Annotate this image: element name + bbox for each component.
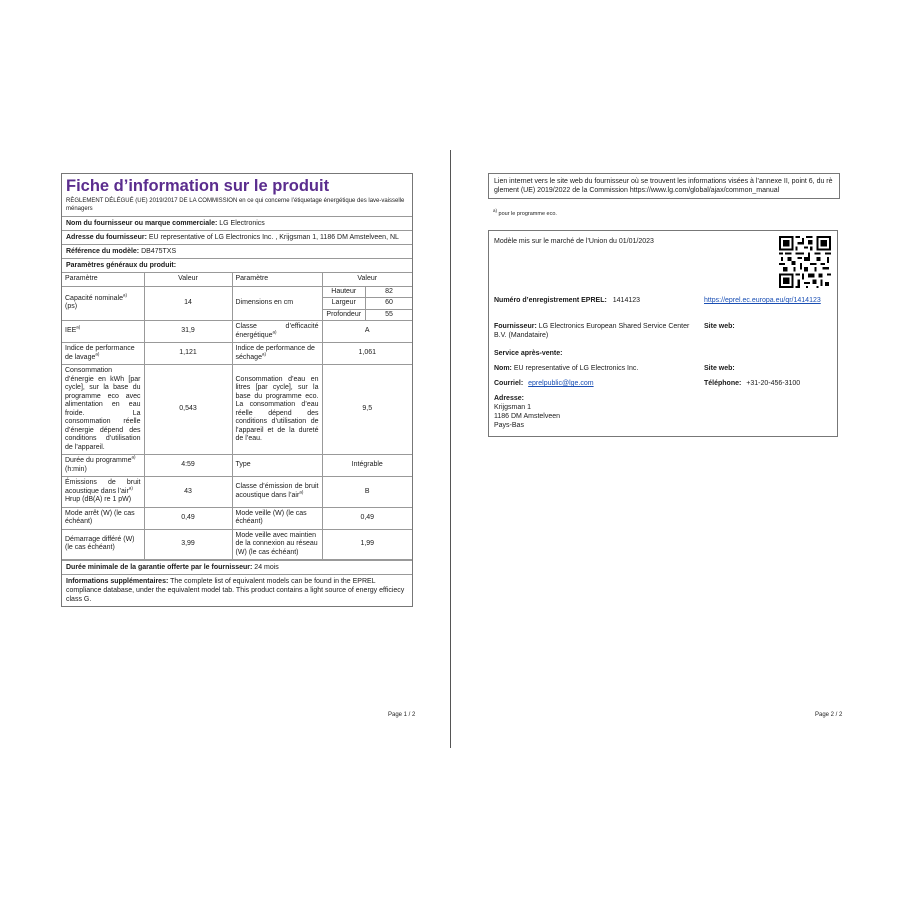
supplier-website-box <box>488 173 840 199</box>
type-value: Intégrable <box>322 455 412 477</box>
page-title: Fiche d’information sur le produit <box>66 177 330 195</box>
address-line-3: Pays-Bas <box>494 422 524 429</box>
supplier-address-value: EU representative of LG Electronics Inc. , Krijgsman 1, 1186 DM Amstelveen, NL <box>148 234 399 241</box>
page-1-product-sheet <box>61 173 413 607</box>
standby-value: 0,49 <box>322 507 412 529</box>
supplier-address-row <box>62 231 412 245</box>
supplier-address-label: Adresse du fournisseur: <box>66 234 147 241</box>
water-consumption-value: 9,5 <box>322 365 412 455</box>
eprel-info-box <box>488 230 838 437</box>
page-number-2: Page 2 / 2 <box>815 712 843 718</box>
address-line-1: Krijgsman 1 <box>494 404 531 411</box>
iee-value: 31,9 <box>144 321 232 343</box>
duration-label: Durée du programme$^{a)}$ (h:min) <box>62 455 144 477</box>
height-value: 82 <box>365 287 412 298</box>
warranty-label: Durée minimale de la garantie offerte par le fournisseur: <box>66 564 253 571</box>
energy-class-label: Classe d’efficacité énergétique$^{a)}$ <box>232 321 322 343</box>
phone-value: +31-20-456-3100 <box>746 380 801 387</box>
table-row <box>62 321 412 343</box>
delay-start-label: Démarrage différé (W) (le cas échéant) <box>62 529 144 560</box>
energy-consumption-label: Consommation d’énergie en kWh [par cycle], sur la base du programme eco avec alimentation en eau froide. La consommation réelle d’énergie dépend des conditions d’utilisation de l’appareil. <box>62 365 144 455</box>
table-row <box>62 507 412 529</box>
dimensions-label: Dimensions en cm <box>232 286 322 321</box>
eprel-link[interactable]: https://eprel.ec.europa.eu/qr/1414123 <box>704 297 821 304</box>
supplier-name-row <box>62 217 412 231</box>
address-line-2: 1186 DM Amstelveen <box>494 413 561 420</box>
general-params-heading: Paramètres généraux du produit: <box>62 259 412 273</box>
supplier-label: Fournisseur: <box>494 323 537 330</box>
water-consumption-label: Consommation d’eau en litres [par cycle], sur la base du programme eco. La consommation d’eau réelle dépend des conditions d’utilisation de l’appareil et de la dureté de l’eau. <box>232 365 322 455</box>
capacity-label: Capacité nominale$^{a)}$ (ps) <box>62 286 144 321</box>
delay-start-value: 3,99 <box>144 529 232 560</box>
address-block <box>494 394 560 430</box>
table-row <box>62 286 412 321</box>
additional-info-row <box>62 575 412 606</box>
website-label-1: Site web: <box>704 323 735 330</box>
warranty-row <box>62 560 412 575</box>
table-row <box>62 365 412 455</box>
eprel-value: 1414123 <box>612 297 641 304</box>
off-mode-value: 0,49 <box>144 507 232 529</box>
depth-label: Profondeur <box>323 309 366 320</box>
page-number-1: Page 1 / 2 <box>388 712 416 718</box>
email-link[interactable]: eprelpublic@lge.com <box>528 380 594 387</box>
website-label-2: Site web: <box>704 365 735 372</box>
supplier-website-text: Lien internet vers le site web du fournisseur où se trouvent les informations visées à l’annexe II, point 6, du règlement (UE) 2019/2022 de la Commission https://www.lg.com/global/ajax/common_manual <box>494 178 833 194</box>
iee-label: IEE$^{a)}$ <box>62 321 144 343</box>
page-divider <box>450 150 451 748</box>
noise-class-label: Classe d’émission de bruit acoustique dans l’air$^{a)}$ <box>232 477 322 508</box>
parameters-table <box>62 273 412 560</box>
email-row <box>494 379 594 388</box>
footnote: $^{a)}$ pour le programme eco. <box>493 208 557 217</box>
type-label: Type <box>232 455 322 477</box>
eprel-number-row <box>494 296 640 305</box>
after-sales-label: Service après-vente: <box>494 350 563 357</box>
duration-value: 4:59 <box>144 455 232 477</box>
supplier-row <box>494 322 694 340</box>
noise-label: Émissions de bruit acoustique dans l’air$^{a)}$ Hrup (dB(A) re 1 pW) <box>62 477 144 508</box>
table-row <box>62 343 412 365</box>
model-ref-value: DB475TXS <box>141 248 177 255</box>
depth-value: 55 <box>385 310 393 318</box>
width-value: 60 <box>365 298 412 310</box>
additional-info-text: The complete list of equivalent models can be found in the EPREL compliance database, under the equivalent model tab. This product contains a light source of energy efficiecy class G. <box>66 578 405 603</box>
networked-standby-value: 1,99 <box>322 529 412 560</box>
additional-info-label: Informations supplémentaires: <box>66 578 169 585</box>
dimensions-values <box>322 286 412 321</box>
market-date-text: Modèle mis sur le marché de l’Union du 01/01/2023 <box>494 238 654 245</box>
dry-perf-value: 1,061 <box>322 343 412 365</box>
height-label: Hauteur <box>323 287 366 298</box>
model-ref-label: Référence du modèle: <box>66 248 140 255</box>
phone-row <box>704 379 800 388</box>
phone-label: Téléphone: <box>704 380 742 387</box>
wash-perf-label: Indice de performance de lavage$^{a)}$ <box>62 343 144 365</box>
energy-class-value: A <box>322 321 412 343</box>
dry-perf-label: Indice de performance de séchage$^{a)}$ <box>232 343 322 365</box>
regulation-text: RÈGLEMENT DÉLÉGUÉ (UE) 2019/2017 DE LA COMMISSION en ce qui concerne l’étiquetage énergétique des lave-vaisselle ménagers <box>62 196 412 217</box>
table-header-row <box>62 273 412 286</box>
supplier-value: LG Electronics European Shared Service Center B.V. (Mandataire) <box>494 323 690 339</box>
col-header-value: Valeur <box>144 273 232 286</box>
capacity-value: 14 <box>144 286 232 321</box>
warranty-value: 24 mois <box>254 564 279 571</box>
noise-class-value: B <box>322 477 412 508</box>
model-ref-row <box>62 245 412 259</box>
col-header-value-2: Valeur <box>322 273 412 286</box>
supplier-name-value: LG Electronics <box>219 220 265 227</box>
width-label: Largeur <box>323 298 366 310</box>
standby-label: Mode veille (W) (le cas échéant) <box>232 507 322 529</box>
contact-name-value: EU representative of LG Electronics Inc. <box>513 365 639 372</box>
noise-value: 43 <box>144 477 232 508</box>
table-row <box>62 477 412 508</box>
contact-name-row <box>494 364 638 373</box>
email-label: Courriel: <box>494 380 524 387</box>
table-row <box>62 529 412 560</box>
qr-code-icon <box>779 236 831 288</box>
off-mode-label: Mode arrêt (W) (le cas échéant) <box>62 507 144 529</box>
energy-consumption-value: 0,543 <box>144 365 232 455</box>
col-header-param-2: Paramètre <box>232 273 322 286</box>
address-label: Adresse: <box>494 395 524 402</box>
contact-name-label: Nom: <box>494 365 512 372</box>
table-row <box>62 455 412 477</box>
eprel-label: Numéro d’enregistrement EPREL: <box>494 297 607 304</box>
col-header-param: Paramètre <box>62 273 144 286</box>
wash-perf-value: 1,121 <box>144 343 232 365</box>
supplier-name-label: Nom du fournisseur ou marque commerciale: <box>66 220 218 227</box>
networked-standby-label: Mode veille avec maintien de la connexion au réseau (W) (le cas échéant) <box>232 529 322 560</box>
